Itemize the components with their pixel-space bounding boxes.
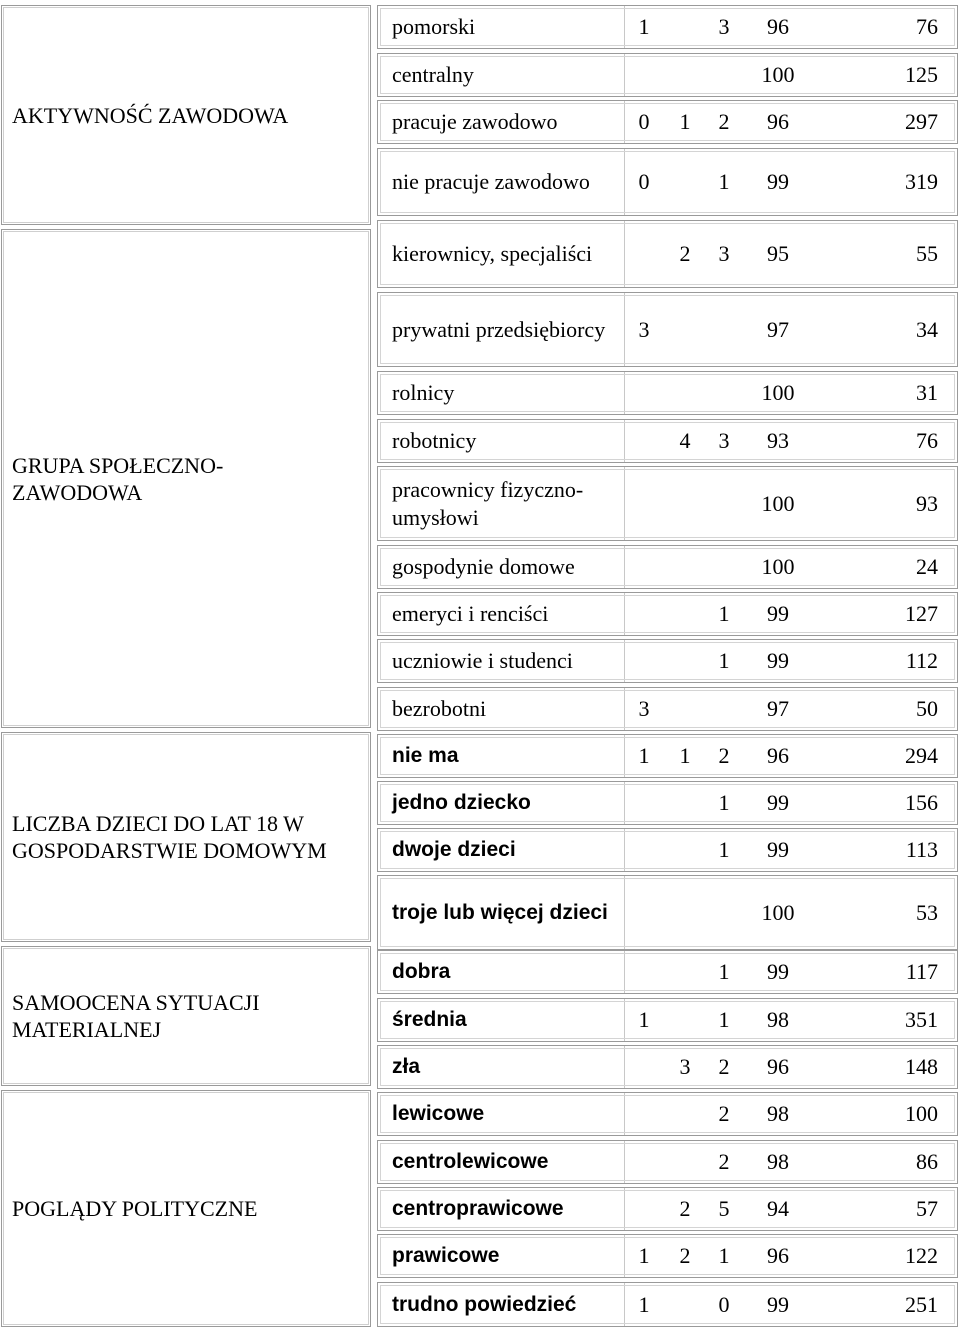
cell-c1: [633, 1046, 655, 1088]
cell-c5: 125: [905, 62, 938, 87]
row-label: rolnicy: [392, 380, 455, 405]
cell-c4: 99: [767, 169, 789, 194]
column-divider: [624, 876, 625, 949]
cell-c1: 1: [638, 1291, 650, 1317]
cell-c1: 1: [638, 1243, 650, 1268]
row-label: uczniowie i studenci: [392, 648, 573, 673]
cell-c5: 351: [905, 1007, 938, 1032]
cell-c1: [633, 782, 655, 824]
cell-c5: 297: [905, 109, 938, 134]
cell-c3: 1: [718, 169, 730, 194]
cell-c5: 57: [916, 1196, 938, 1221]
table-row: [377, 419, 958, 463]
cell-c5: 86: [916, 1149, 938, 1174]
row-label: robotnicy: [392, 428, 477, 453]
cell-c5: 156: [905, 790, 938, 815]
cell-c4: 96: [767, 1054, 789, 1079]
table-row: [377, 1234, 958, 1278]
row-label: pomorski: [392, 14, 476, 39]
cell-c3: 2: [718, 1149, 730, 1174]
table-row: [377, 781, 958, 825]
column-divider: [624, 1141, 625, 1183]
cell-c4: 96: [767, 1243, 789, 1268]
row-label: zła: [392, 1055, 421, 1078]
table-row: [377, 998, 958, 1042]
cell-c4: 93: [767, 428, 789, 453]
column-divider: [624, 999, 625, 1041]
cell-c2: [674, 829, 696, 871]
cell-c2: [674, 546, 696, 588]
cell-c5: 100: [905, 1101, 938, 1126]
cell-c4: 98: [767, 1149, 789, 1174]
table-row: [377, 950, 958, 994]
cell-c5: 113: [905, 837, 938, 862]
row-label: dobra: [392, 960, 451, 983]
cell-c1: 1: [638, 14, 650, 39]
cell-c2: 3: [679, 1054, 691, 1079]
cell-c4: 94: [767, 1196, 789, 1221]
table-row: [377, 292, 958, 367]
cell-c4: 96: [767, 743, 789, 768]
cell-c3: [713, 372, 735, 414]
cell-c3: [713, 688, 735, 730]
cell-c1: [633, 54, 655, 96]
cell-c3: [713, 54, 735, 96]
cell-c2: 2: [679, 1196, 691, 1221]
cell-c2: [674, 640, 696, 682]
cell-c3: [713, 546, 735, 588]
category-label: AKTYWNOŚĆ ZAWODOWA: [12, 102, 289, 128]
column-divider: [624, 420, 625, 462]
table-row: [377, 1045, 958, 1089]
cell-c1: 0: [638, 109, 650, 134]
category-label: SAMOOCENA SYTUACJI MATERIALNEJ: [12, 990, 260, 1042]
table-row: [377, 828, 958, 872]
column-divider: [624, 782, 625, 824]
cell-c4: 99: [767, 1291, 789, 1317]
cell-c5: 53: [916, 899, 938, 925]
table-row: [377, 1140, 958, 1184]
row-label: kierownicy, specjaliści: [392, 241, 593, 266]
column-divider: [624, 6, 625, 48]
column-divider: [624, 1188, 625, 1230]
cell-c4: 100: [761, 899, 795, 925]
category-grupa: [1, 229, 371, 728]
cell-c5: 251: [905, 1291, 938, 1317]
cell-c3: 2: [718, 743, 730, 768]
table-row: [377, 371, 958, 415]
row-label: nie ma: [392, 744, 459, 767]
cell-c2: [674, 6, 696, 48]
cell-c1: [633, 467, 655, 540]
row-label: jedno dziecko: [392, 791, 531, 814]
cell-c4: 95: [767, 241, 789, 266]
cell-c3: 5: [718, 1196, 730, 1221]
table-row: [377, 1187, 958, 1231]
column-divider: [624, 1046, 625, 1088]
column-divider: [624, 372, 625, 414]
cell-c3: 2: [718, 109, 730, 134]
cell-c2: [674, 372, 696, 414]
table-row: [377, 875, 958, 950]
cell-c1: [633, 546, 655, 588]
cell-c3: 1: [718, 790, 730, 815]
cell-c3: 3: [718, 241, 730, 266]
category-samoocena: [1, 946, 371, 1086]
cell-c5: 34: [916, 316, 938, 342]
cell-c4: 100: [761, 554, 795, 579]
column-divider: [624, 221, 625, 287]
cell-c4: 98: [767, 1007, 789, 1032]
table-row: [377, 639, 958, 683]
cell-c2: 4: [679, 428, 691, 453]
cell-c4: 97: [767, 696, 789, 721]
cell-c5: 112: [905, 648, 938, 673]
cell-c1: 1: [638, 1007, 650, 1032]
cell-c1: 3: [638, 696, 650, 721]
column-divider: [624, 1235, 625, 1277]
table-row: [377, 1282, 958, 1327]
cell-c5: 93: [916, 490, 938, 516]
cell-c3: 2: [718, 1101, 730, 1126]
cell-c3: 2: [718, 1054, 730, 1079]
cell-c1: [633, 876, 655, 949]
cell-c2: [674, 1283, 696, 1326]
cell-c5: 117: [905, 959, 938, 984]
cell-c1: [633, 951, 655, 993]
cell-c3: 3: [718, 428, 730, 453]
table-row: [377, 545, 958, 589]
table-row: [377, 53, 958, 97]
cell-c4: 99: [767, 601, 789, 626]
table-row: [377, 148, 958, 216]
cell-c2: [674, 951, 696, 993]
table-row: [377, 687, 958, 731]
category-liczba: [1, 732, 371, 942]
cell-c1: 3: [638, 316, 650, 342]
cell-c5: 294: [905, 743, 938, 768]
row-label: średnia: [392, 1008, 467, 1031]
cell-c4: 100: [761, 380, 795, 405]
column-divider: [624, 546, 625, 588]
cell-c3: 1: [718, 837, 730, 862]
row-label: centralny: [392, 62, 474, 87]
results-table: [1, 2, 958, 1327]
cell-c1: [633, 221, 655, 287]
cell-c4: 99: [767, 790, 789, 815]
column-divider: [624, 640, 625, 682]
cell-c5: 319: [905, 169, 938, 194]
cell-c1: [633, 1093, 655, 1135]
cell-c2: [674, 688, 696, 730]
row-label: centrolewicowe: [392, 1150, 549, 1173]
table-row: [377, 5, 958, 49]
cell-c4: 99: [767, 959, 789, 984]
cell-c3: [713, 876, 735, 949]
cell-c2: [674, 149, 696, 215]
cell-c1: [633, 372, 655, 414]
table-row: [377, 592, 958, 636]
cell-c1: [633, 829, 655, 871]
cell-c4: 99: [767, 837, 789, 862]
column-divider: [624, 101, 625, 143]
cell-c1: [633, 1141, 655, 1183]
cell-c1: 1: [638, 743, 650, 768]
table-row: [377, 100, 958, 144]
column-divider: [624, 1093, 625, 1135]
column-divider: [624, 467, 625, 540]
cell-c3: [713, 293, 735, 366]
cell-c2: [674, 593, 696, 635]
cell-c3: 1: [718, 648, 730, 673]
cell-c2: 2: [679, 241, 691, 266]
cell-c3: 1: [718, 1243, 730, 1268]
column-divider: [624, 688, 625, 730]
column-divider: [624, 593, 625, 635]
cell-c4: 100: [761, 490, 795, 516]
row-label: pracuje zawodowo: [392, 109, 558, 134]
cell-c5: 55: [916, 241, 938, 266]
row-label: lewicowe: [392, 1102, 485, 1125]
cell-c2: 1: [679, 109, 691, 134]
row-label: dwoje dzieci: [392, 838, 516, 861]
cell-c4: 98: [767, 1101, 789, 1126]
column-divider: [624, 735, 625, 777]
table-row: [377, 466, 958, 541]
cell-c2: [674, 1141, 696, 1183]
column-divider: [624, 1283, 625, 1326]
category-label: POGLĄDY POLITYCZNE: [12, 1196, 258, 1221]
cell-c5: 76: [916, 428, 938, 453]
row-label: trudno powiedzieć: [392, 1292, 577, 1316]
cell-c5: 127: [905, 601, 938, 626]
category-label: LICZBA DZIECI DO LAT 18 W GOSPODARSTWIE DOMOWYM: [12, 811, 327, 863]
cell-c2: [674, 782, 696, 824]
row-label: nie pracuje zawodowo: [392, 169, 590, 194]
cell-c2: 1: [679, 743, 691, 768]
category-aktywnosc: [1, 5, 371, 225]
cell-c4: 100: [761, 62, 795, 87]
row-label: gospodynie domowe: [392, 554, 575, 579]
cell-c4: 97: [767, 316, 789, 342]
table-row: [377, 220, 958, 288]
category-label: GRUPA SPOŁECZNO-ZAWODOWA: [12, 452, 224, 505]
row-label: prawicowe: [392, 1244, 500, 1267]
cell-c5: 24: [916, 554, 938, 579]
table-row: [377, 734, 958, 778]
cell-c2: [674, 293, 696, 366]
category-column: [1, 2, 373, 1327]
cell-c3: 1: [718, 601, 730, 626]
column-divider: [624, 951, 625, 993]
row-label: troje lub więcej dzieci: [392, 900, 608, 924]
column-divider: [624, 293, 625, 366]
cell-c3: 1: [718, 959, 730, 984]
cell-c2: [674, 1093, 696, 1135]
cell-c5: 148: [905, 1054, 938, 1079]
cell-c2: 2: [679, 1243, 691, 1268]
cell-c1: [633, 640, 655, 682]
cell-c1: [633, 593, 655, 635]
column-divider: [624, 149, 625, 215]
table-row: [377, 1092, 958, 1136]
cell-c1: 0: [638, 169, 650, 194]
cell-c1: [633, 1188, 655, 1230]
column-divider: [624, 54, 625, 96]
cell-c3: [713, 467, 735, 540]
cell-c5: 76: [916, 14, 938, 39]
cell-c1: [633, 420, 655, 462]
cell-c3: 0: [718, 1291, 730, 1317]
cell-c4: 96: [767, 109, 789, 134]
column-divider: [624, 829, 625, 871]
row-label: centroprawicowe: [392, 1197, 564, 1220]
row-label: prywatni przedsiębiorcy: [392, 316, 606, 342]
cell-c5: 122: [905, 1243, 938, 1268]
row-label: pracownicy fizyczno-umysłowi: [392, 476, 584, 530]
cell-c2: [674, 54, 696, 96]
cell-c2: [674, 467, 696, 540]
cell-c5: 31: [916, 380, 938, 405]
cell-c5: 50: [916, 696, 938, 721]
cell-c2: [674, 876, 696, 949]
row-label: bezrobotni: [392, 696, 487, 721]
cell-c2: [674, 999, 696, 1041]
cell-c3: 1: [718, 1007, 730, 1032]
cell-c3: 3: [718, 14, 730, 39]
row-label: emeryci i renciści: [392, 601, 549, 626]
category-poglady: [1, 1090, 371, 1327]
cell-c4: 99: [767, 648, 789, 673]
cell-c4: 96: [767, 14, 789, 39]
